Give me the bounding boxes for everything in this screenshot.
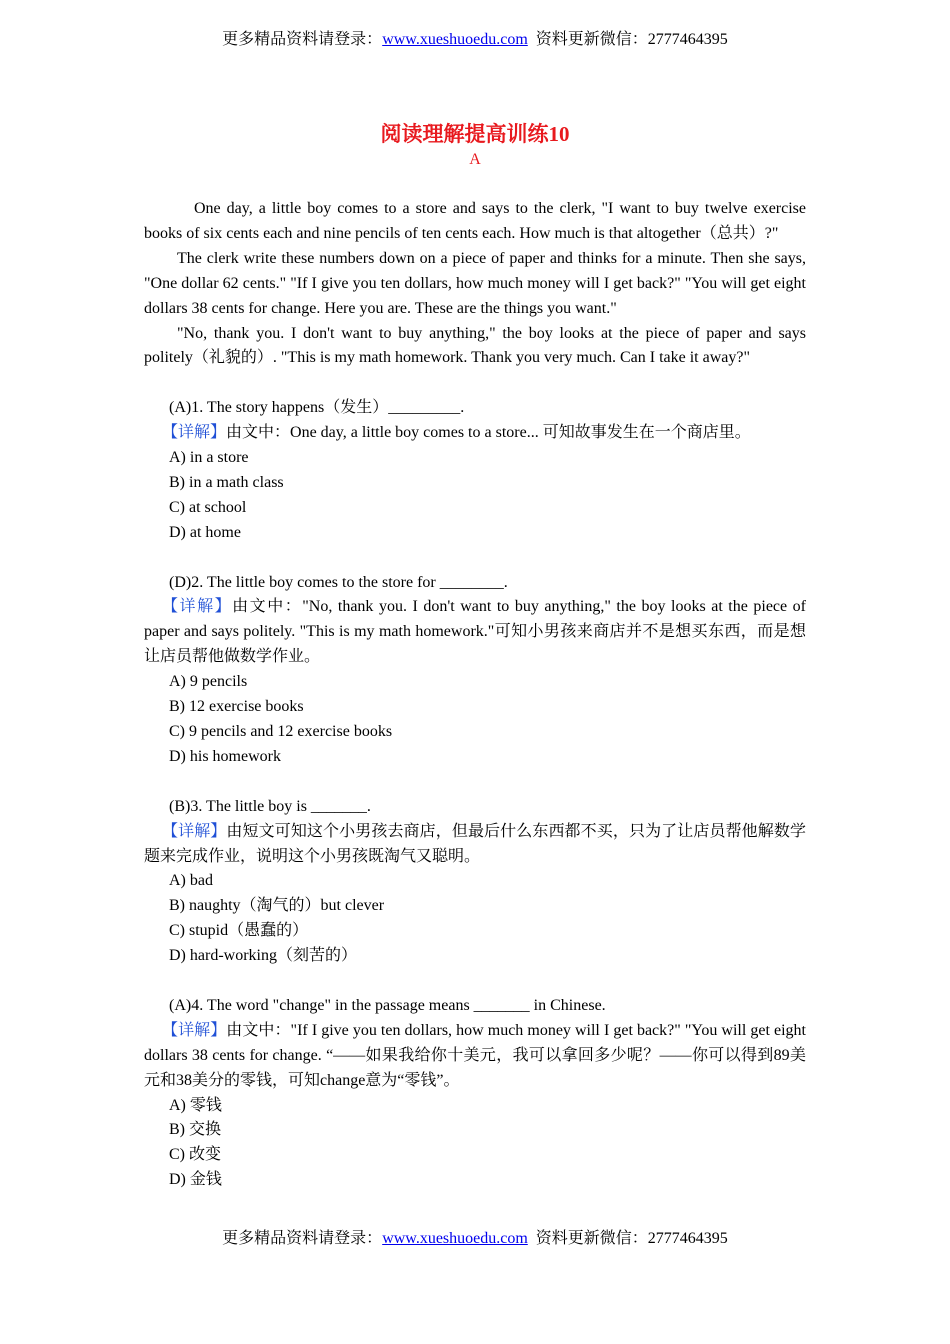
- answer-option: A) bad: [169, 872, 213, 890]
- answer-option: D) his homework: [169, 747, 281, 765]
- header-prefix: 更多精品资料请登录：: [222, 31, 383, 48]
- question-detail: [144, 1019, 806, 1094]
- footer-prefix: 更多精品资料请登录：: [222, 1230, 383, 1247]
- question-block: [144, 396, 806, 545]
- answer-option: D) at home: [169, 523, 241, 541]
- passage-paragraph: The clerk write these numbers down on a piece of paper and thinks for a minute. Then she says, "One dollar 62 cents." "If I give you ten dollars, how much money will I get back?" "You will get eight dollars 38 cents for change. Here you are. These are the things you want.": [144, 249, 806, 317]
- passage-paragraph: One day, a little boy comes to a store and says to the clerk, "I want to buy twelve exercise books of six cents each and nine pencils of ten cents each. How much is that altogether（总共）?": [144, 200, 806, 242]
- answer-option: C) 改变: [169, 1146, 222, 1164]
- answer-option: B) in a math class: [169, 473, 284, 491]
- detail-tag: 【详解】: [162, 598, 233, 616]
- answer-option: D) 金钱: [169, 1171, 222, 1189]
- question-detail: [144, 820, 806, 870]
- page-footer: [0, 1228, 950, 1250]
- header-suffix: 资料更新微信：2777464395: [527, 31, 728, 48]
- question-stem: (B)3. The little boy is _______.: [169, 797, 371, 815]
- answer-option: B) 12 exercise books: [169, 698, 304, 716]
- header-link[interactable]: www.xueshuoedu.com: [382, 31, 528, 48]
- passage-paragraph: "No, thank you. I don't want to buy anything," the boy looks at the piece of paper and says politely（礼貌的）. "This is my math homework. Thank you very much. Can I take it away?": [144, 324, 806, 367]
- answer-option: D) hard-working（刻苦的）: [169, 947, 357, 965]
- question-block: [144, 994, 806, 1193]
- answer-option: B) naughty（淘气的）but clever: [169, 897, 385, 915]
- answer-option: C) at school: [169, 498, 247, 516]
- answer-option: C) 9 pencils and 12 exercise books: [169, 723, 393, 740]
- document-subtitle: A: [469, 151, 481, 168]
- question-block: [144, 795, 806, 969]
- question-stem: (A)4. The word "change" in the passage means _______ in Chinese.: [169, 996, 606, 1014]
- answer-option: A) in a store: [169, 449, 249, 467]
- page-header: [0, 29, 950, 51]
- answer-option: A) 零钱: [169, 1096, 222, 1114]
- question-detail: [144, 595, 806, 670]
- question-detail: [144, 421, 806, 446]
- detail-tag: 【详解】: [162, 1021, 227, 1039]
- document-body: [144, 197, 806, 1193]
- detail-tag: 【详解】: [162, 424, 227, 442]
- document-title: 阅读理解提高训练10: [380, 122, 570, 146]
- detail-text: 由文中：One day, a little boy comes to a store... 可知故事发生在一个商店里。: [226, 424, 751, 442]
- question-stem: (D)2. The little boy comes to the store for ________.: [169, 573, 508, 591]
- answer-option: C) stupid（愚蠢的）: [169, 922, 309, 940]
- answer-option: A) 9 pencils: [169, 673, 248, 691]
- detail-text: 由文中："If I give you ten dollars, how much money will I get back?" "You will get eight dollars 38 cents for change. “——如果我给你十美元，我可以拿回多少呢？——你可以得到89美元和38美分的零钱，可知change意为“零钱”。: [144, 1021, 806, 1089]
- answer-option: B) 交换: [169, 1121, 222, 1139]
- question-block: [144, 571, 806, 770]
- detail-tag: 【详解】: [162, 822, 227, 840]
- detail-text: 由短文可知这个小男孩去商店，但最后什么东西都不买，只为了让店员帮他解数学题来完成作业，说明这个小男孩既淘气又聪明。: [144, 822, 806, 865]
- detail-text: 由文中："No, thank you. I don't want to buy anything," the boy looks at the piece of paper and says politely. "This is my math homework."可知小男孩来商店并不是想买东西，而是想让店员帮他做数学作业。: [144, 598, 806, 666]
- footer-link[interactable]: www.xueshuoedu.com: [382, 1230, 528, 1247]
- question-stem: (A)1. The story happens（发生）_________.: [169, 399, 465, 417]
- footer-suffix: 资料更新微信：2777464395: [527, 1230, 728, 1247]
